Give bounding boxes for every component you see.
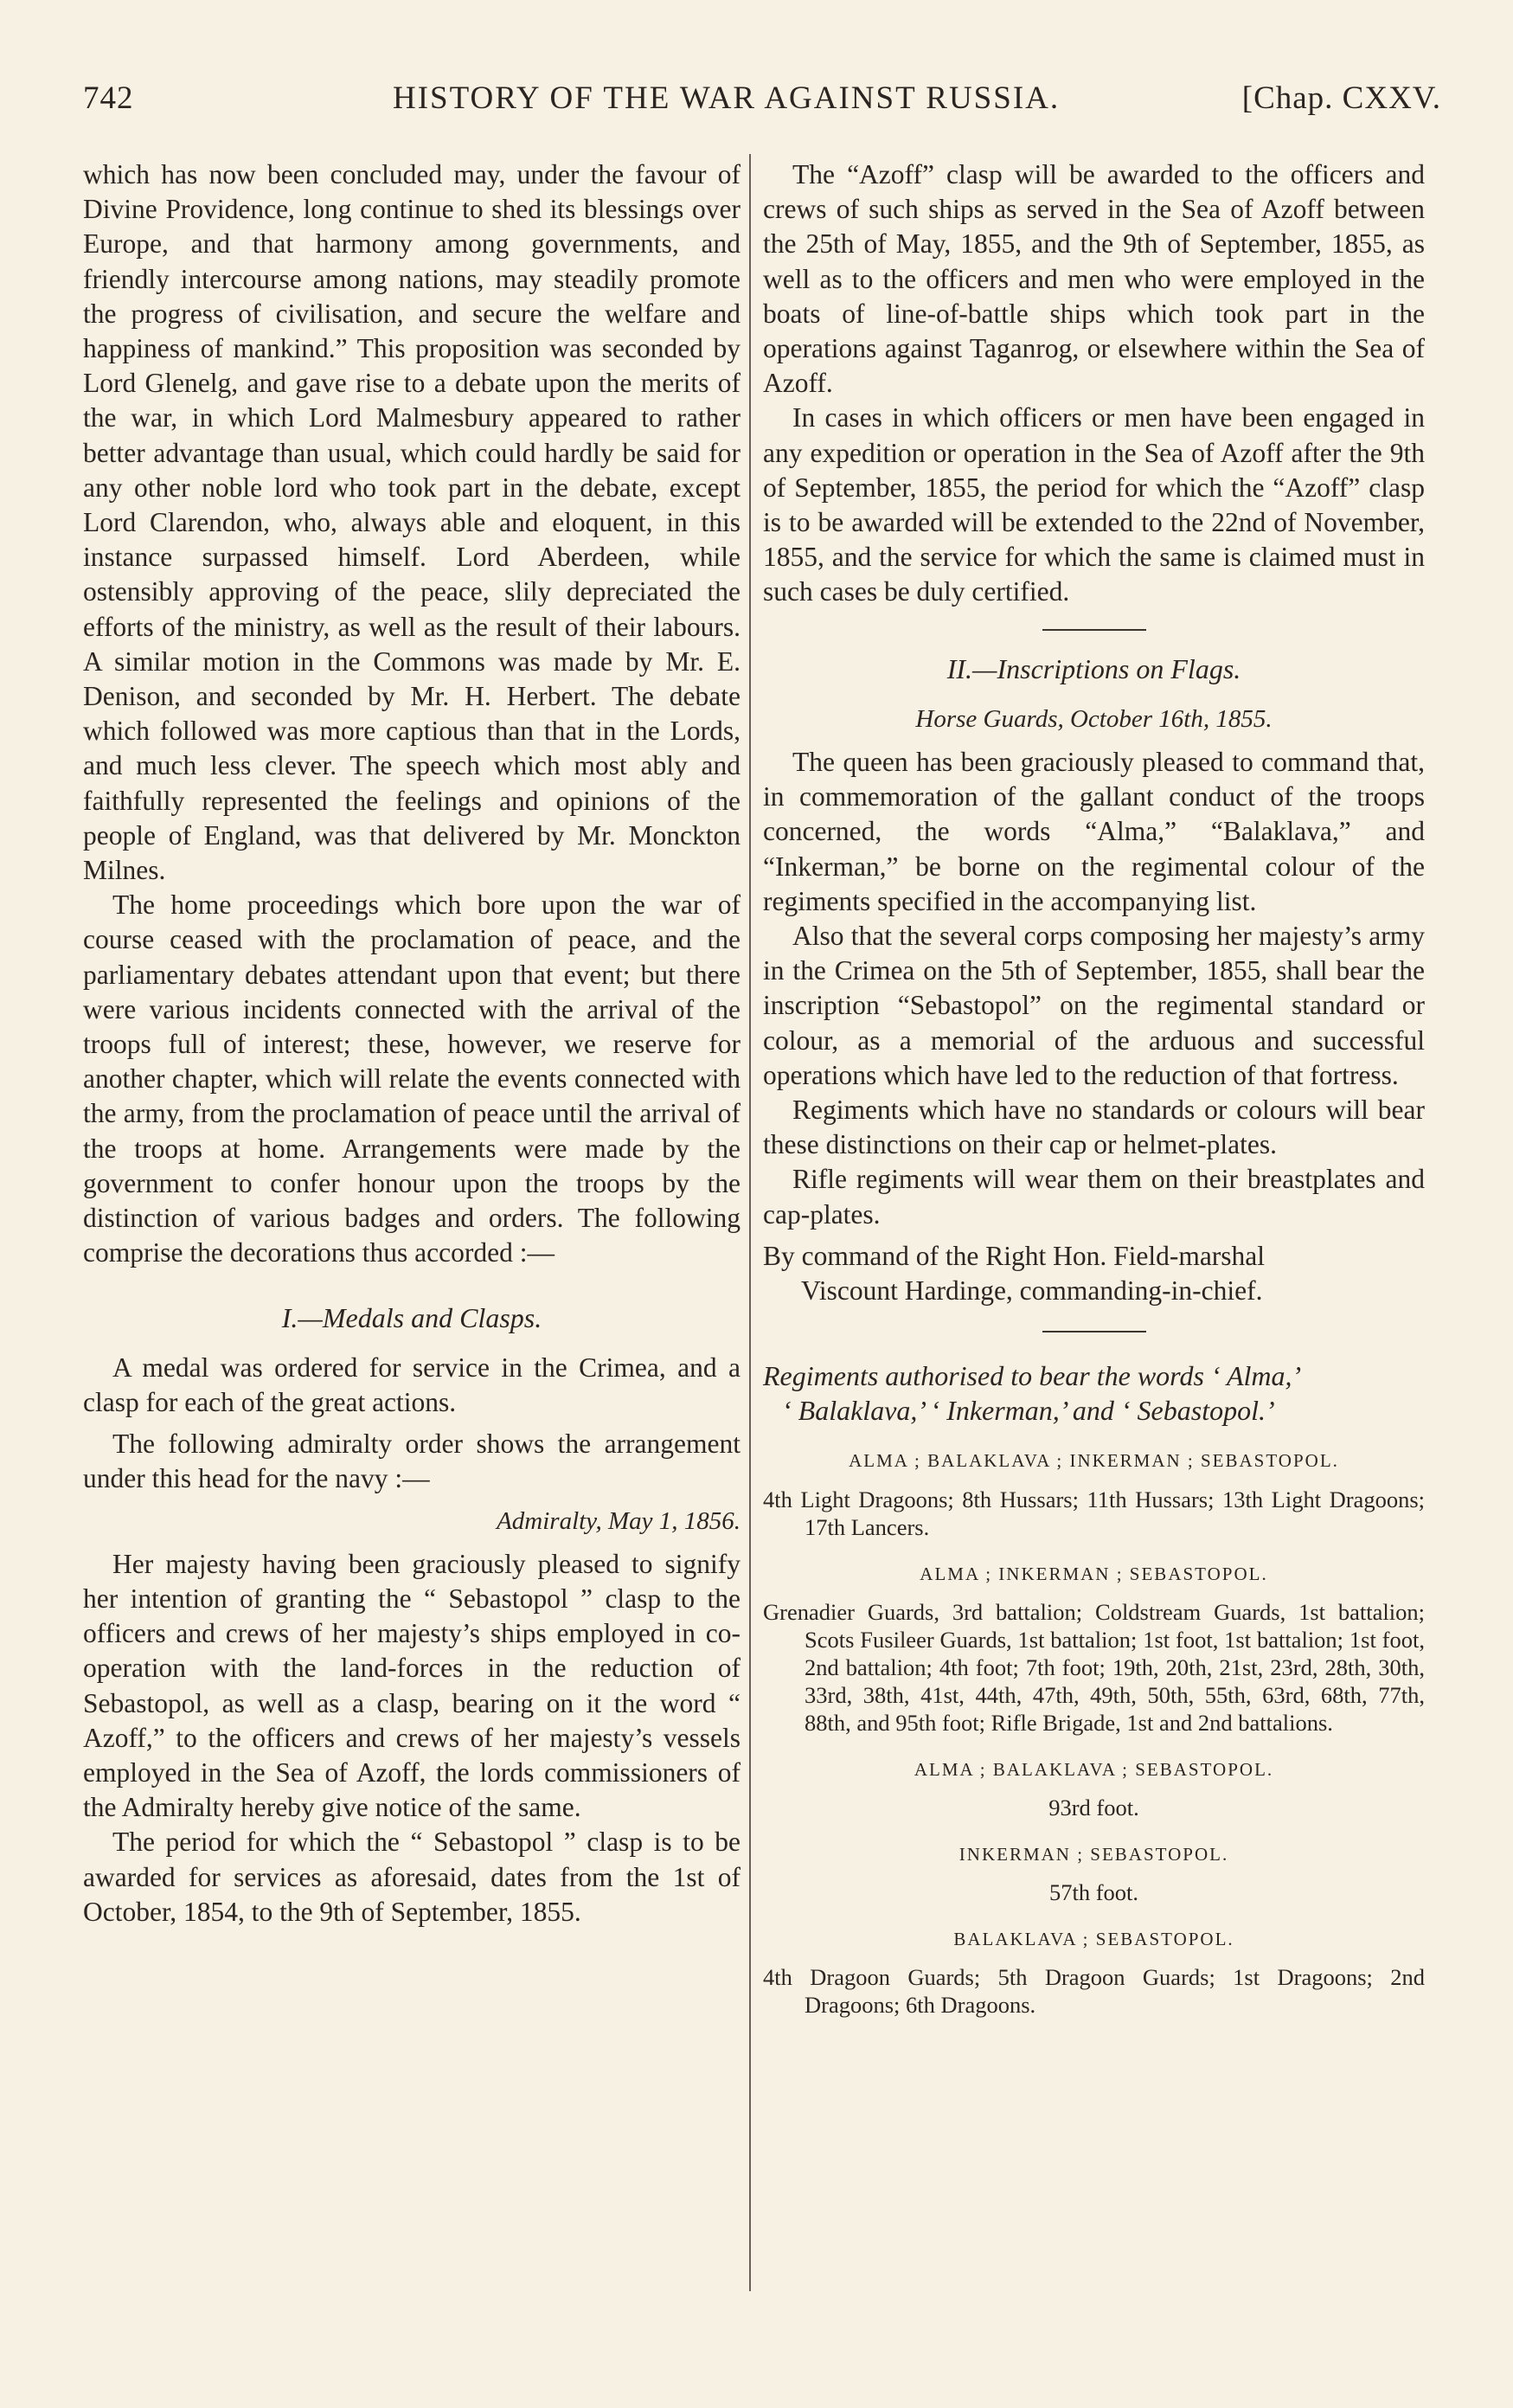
paragraph: Regiments which have no standards or colours will bear these distinctions on their cap or helmet-plates. xyxy=(763,1095,1425,1160)
group-heading: ALMA ; BALAKLAVA ; INKERMAN ; SEBASTOPOL. xyxy=(849,1450,1339,1472)
left-column xyxy=(83,157,740,1930)
paragraph: The following admiralty order shows the arrangement under this head for the navy :— xyxy=(83,1429,740,1494)
group-heading: INKERMAN ; SEBASTOPOL. xyxy=(958,1843,1229,1865)
signature-line-1: By command of the Right Hon. Field-marshal xyxy=(763,1240,1266,1271)
paragraph: The “Azoff” clasp will be awarded to the officers and crews of such ships as served in the Sea of Azoff between the 25th of May, 1855, and the 9th of September, 1855, as well as to the officers and men who were employed in the boats of line-of-battle ships which took part in the operations against Taganrog, or elsewhere within the Sea of Azoff. xyxy=(763,159,1425,399)
dateline: Admiralty, May 1, 1856. xyxy=(497,1506,740,1535)
section-rule xyxy=(1042,1331,1146,1332)
section-heading-flags: II.—Inscriptions on Flags. xyxy=(946,652,1241,684)
signature xyxy=(763,1239,1425,1308)
regiments-title-line-2: ‘ Balaklava,’ ‘ Inkerman,’ and ‘ Sebastopol.’ xyxy=(782,1395,1275,1427)
page-number: 742 xyxy=(83,80,134,116)
paragraph: A medal was ordered for service in the Crimea, and a clasp for each of the great actions. xyxy=(83,1352,740,1417)
group-heading: BALAKLAVA ; SEBASTOPOL. xyxy=(953,1929,1234,1950)
paragraph: The home proceedings which bore upon the war of course ceased with the proclamation of peace, and the parliamentary debates attendant upon that event; but there were various incidents connected with the arrival of the troops full of interest; these, however, we reserve for another chapter, which will relate the events connected with the army, from the proclamation of peace until the arrival of the troops at home. Arrangements were made by the government to confer honour upon the troops by the distinction of various badges and orders. The following comprise the decorations thus accorded :— xyxy=(83,889,740,1268)
signature-line-2: Viscount Hardinge, commanding-in-chief. xyxy=(801,1275,1263,1307)
regiments-title-line-1: Regiments authorised to bear the words ‘ Alma,’ xyxy=(763,1360,1302,1392)
right-column xyxy=(763,157,1425,2019)
regiment-list: 57th foot. xyxy=(1048,1879,1139,1906)
regiment-list: 4th Dragoon Guards; 5th Dragoon Guards; 1st Dragoons; 2nd Dragoons; 6th Dragoons. xyxy=(763,1964,1425,2019)
paragraph: Also that the several corps composing her majesty’s army in the Crimea on the 5th of September, 1855, shall bear the inscription “Sebastopol” on the regimental standard or colour, as a memorial of the arduous and successful operations which have led to the reduction of that fortress. xyxy=(763,921,1425,1090)
paragraph: The period for which the “ Sebastopol ” clasp is to be awarded for services as aforesaid, dates from the 1st of October, 1854, to the 9th of September, 1855. xyxy=(83,1827,740,1927)
paragraph: which has now been concluded may, under the favour of Divine Providence, long continue to shed its blessings over Europe, and that harmony among governments, and friendly intercourse among nations, may steadily promote the progress of civilisation, and secure the welfare and happiness of mankind.” This proposition was seconded by Lord Glenelg, and gave rise to a debate upon the merits of the war, in which Lord Malmesbury appeared to rather better advantage than usual, which could hardly be said for any other noble lord who took part in the debate, except Lord Clarendon, who, always able and eloquent, in this instance surpassed himself. Lord Aberdeen, while ostensibly approving of the peace, slily depreciated the efforts of the ministry, as well as the result of their labours. A similar motion in the Commons was made by Mr. E. Denison, and seconded by Mr. H. Herbert. The debate which followed was more captious than that in the Lords, and much less clever. The speech which most ably and faithfully represented the feelings and opinions of the people of England, was that delivered by Mr. Monckton Milnes. xyxy=(83,159,740,886)
dateline: Horse Guards, October 16th, 1855. xyxy=(915,704,1273,733)
regiments-title xyxy=(763,1358,1425,1428)
regiment-list: Grenadier Guards, 3rd battalion; Coldstream Guards, 1st battalion; Scots Fusileer Guards, 1st battalion; 1st foot, 1st battalion; 1st foot, 2nd battalion; 4th foot; 7th foot; 19th, 20th, 21st, 23rd, 28th, 30th, 33rd, 38th, 41st, 44th, 47th, 49th, 50th, 55th, 63rd, 68th, 77th, 88th, and 95th foot; Rifle Brigade, 1st and 2nd battalions. xyxy=(763,1598,1425,1736)
running-title: HISTORY OF THE WAR AGAINST RUSSIA. xyxy=(393,80,1061,116)
column-divider xyxy=(749,154,751,2291)
paragraph: The queen has been graciously pleased to command that, in commemoration of the gallant conduct of the troops concerned, the words “Alma,” “Balaklava,” and “Inkerman,” be borne on the regimental colour of the regiments specified in the accompanying list. xyxy=(763,747,1425,916)
paragraph: Her majesty having been graciously pleased to signify her intention of granting the “ Sebastopol ” clasp to the officers and crews of her majesty’s ships employed in co-operation with the land-forces in the reduction of Sebastopol, as well as a clasp, bearing on it the word “ Azoff,” to the officers and crews of her majesty’s vessels employed in the Sea of Azoff, the lords commissioners of the Admiralty hereby give notice of the same. xyxy=(83,1548,740,1823)
regiment-list: 93rd foot. xyxy=(1048,1794,1139,1820)
group-heading: ALMA ; INKERMAN ; SEBASTOPOL. xyxy=(920,1563,1268,1584)
chapter-label: [Chap. CXXV. xyxy=(1241,80,1441,116)
section-heading-medals: I.—Medals and Clasps. xyxy=(281,1301,542,1333)
section-rule xyxy=(1042,629,1146,631)
page-header xyxy=(83,80,1441,132)
paragraph: In cases in which officers or men have been engaged in any expedition or operation in the Sea of Azoff after the 9th of September, 1855, the period for which the “Azoff” clasp is to be awarded will be extended to the 22nd of November, 1855, and the service for which the same is claimed must in such cases be duly certified. xyxy=(763,402,1425,607)
paragraph: Rifle regiments will wear them on their breastplates and cap-plates. xyxy=(763,1164,1425,1230)
group-heading: ALMA ; BALAKLAVA ; SEBASTOPOL. xyxy=(914,1758,1274,1780)
regiment-list: 4th Light Dragoons; 8th Hussars; 11th Hussars; 13th Light Dragoons; 17th Lancers. xyxy=(763,1486,1425,1540)
